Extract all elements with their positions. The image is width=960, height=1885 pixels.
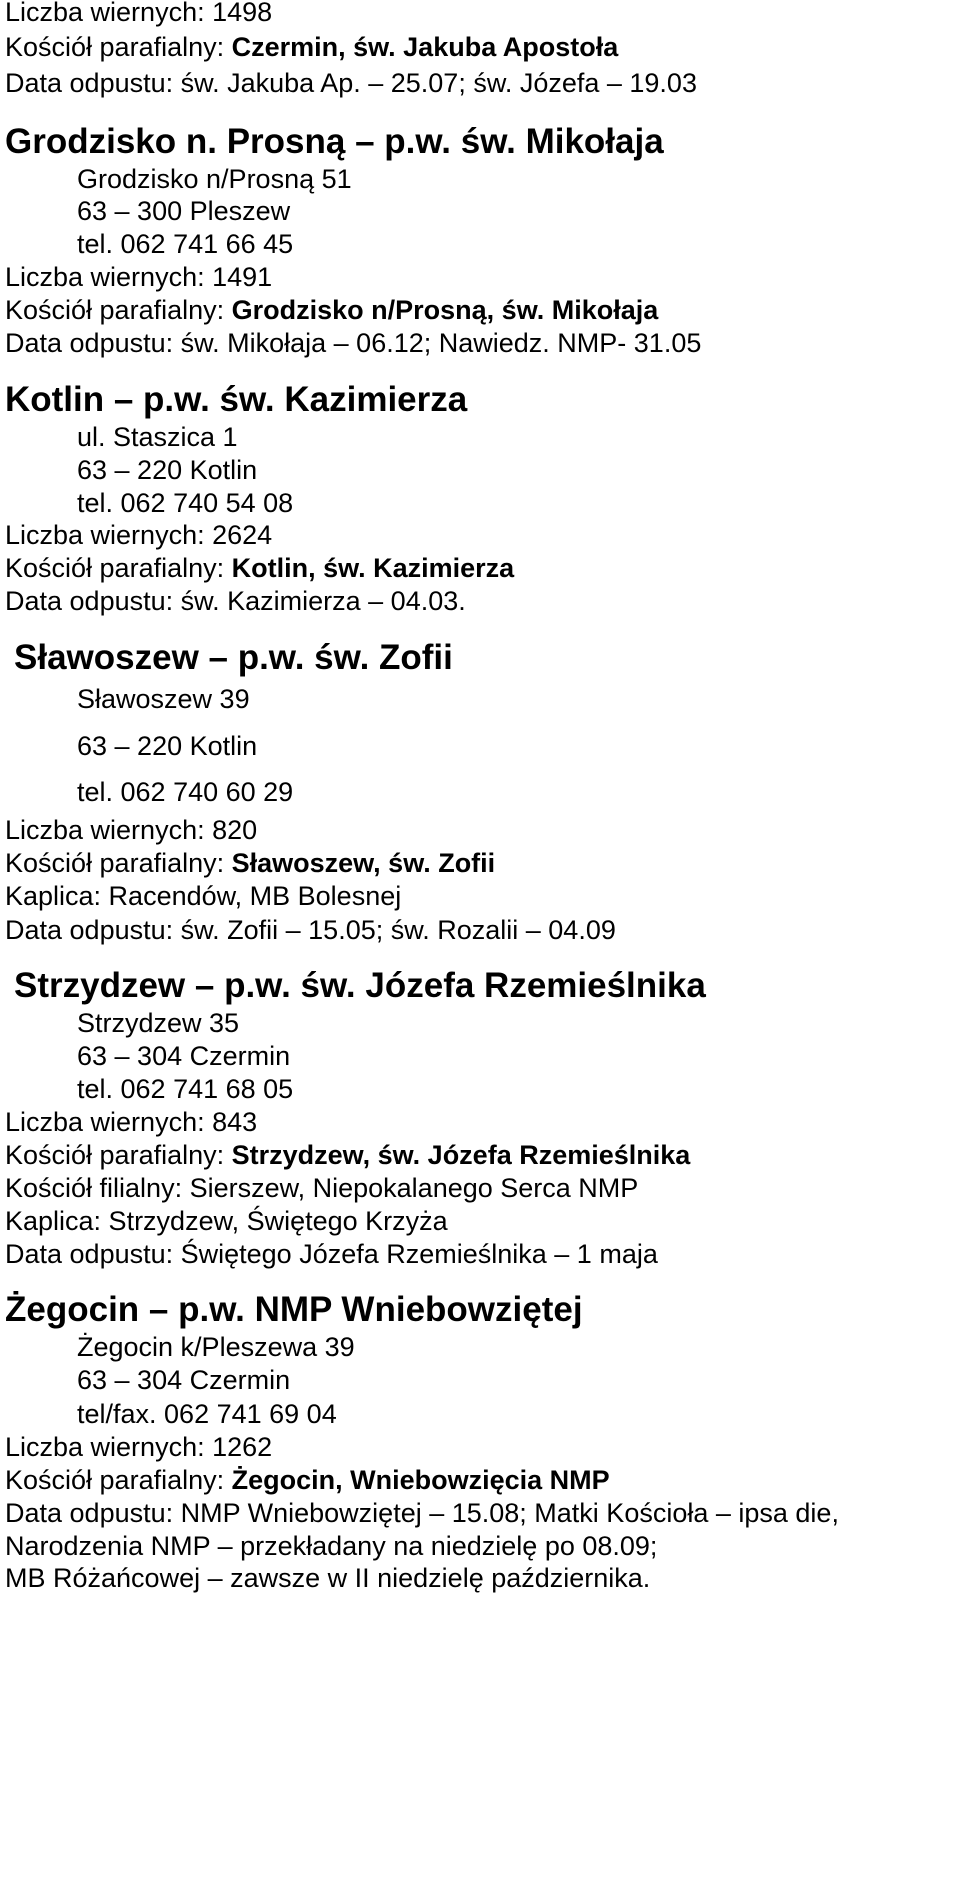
parish-church: Kościół parafialny: Żegocin, Wniebowzięcia NMP <box>5 1465 610 1495</box>
postal-code: 63 – 304 Czermin <box>77 1041 291 1071</box>
parish-church: Kościół parafialny: Czermin, św. Jakuba Apostoła <box>5 32 619 62</box>
parish-church: Kościół parafialny: Grodzisko n/Prosną, św. Mikołaja <box>5 295 659 325</box>
address-line: Grodzisko n/Prosną 51 <box>77 164 352 194</box>
parish-title-grodzisko: Grodzisko n. Prosną – p.w. św. Mikołaja <box>5 122 664 161</box>
postal-code: 63 – 304 Czermin <box>77 1365 291 1395</box>
parish-church: Kościół parafialny: Kotlin, św. Kazimierza <box>5 553 515 583</box>
parish-title-strzydzew: Strzydzew – p.w. św. Józefa Rzemieślnika <box>14 966 706 1005</box>
believers-count: Liczba wiernych: 820 <box>5 815 258 845</box>
feast-date-continued: Narodzenia NMP – przekładany na niedzielę po 08.09; <box>5 1531 658 1561</box>
believers-count: Liczba wiernych: 843 <box>5 1107 258 1137</box>
feast-date-continued: MB Różańcowej – zawsze w II niedzielę października. <box>5 1563 651 1593</box>
chapel: Kaplica: Strzydzew, Świętego Krzyża <box>5 1206 448 1236</box>
feast-date: Data odpustu: NMP Wniebowziętej – 15.08; Matki Kościoła – ipsa die, <box>5 1498 839 1528</box>
parish-title-zegocin: Żegocin – p.w. NMP Wniebowziętej <box>5 1290 583 1329</box>
feast-date: Data odpustu: św. Jakuba Ap. – 25.07; św. Józefa – 19.03 <box>5 68 697 98</box>
feast-date: Data odpustu: św. Mikołaja – 06.12; Nawiedz. NMP- 31.05 <box>5 328 702 358</box>
filial-church: Kościół filialny: Sierszew, Niepokalanego Serca NMP <box>5 1173 639 1203</box>
phone-number: tel. 062 740 60 29 <box>77 777 294 807</box>
phone-number: tel. 062 741 68 05 <box>77 1074 294 1104</box>
postal-code: 63 – 220 Kotlin <box>77 455 258 485</box>
believers-count: Liczba wiernych: 2624 <box>5 520 273 550</box>
believers-count: Liczba wiernych: 1498 <box>5 0 273 27</box>
postal-code: 63 – 220 Kotlin <box>77 731 258 761</box>
feast-date: Data odpustu: św. Zofii – 15.05; św. Rozalii – 04.09 <box>5 915 616 945</box>
postal-code: 63 – 300 Pleszew <box>77 196 291 226</box>
feast-date: Data odpustu: Świętego Józefa Rzemieślnika – 1 maja <box>5 1239 658 1269</box>
phone-number: tel. 062 741 66 45 <box>77 229 294 259</box>
address-line: Żegocin k/Pleszewa 39 <box>77 1332 355 1362</box>
believers-count: Liczba wiernych: 1491 <box>5 262 273 292</box>
phone-number: tel. 062 740 54 08 <box>77 488 294 518</box>
address-line: Sławoszew 39 <box>77 684 250 714</box>
parish-church: Kościół parafialny: Sławoszew, św. Zofii <box>5 848 496 878</box>
chapel: Kaplica: Racendów, MB Bolesnej <box>5 881 402 911</box>
parish-church: Kościół parafialny: Strzydzew, św. Józefa Rzemieślnika <box>5 1140 691 1170</box>
believers-count: Liczba wiernych: 1262 <box>5 1432 273 1462</box>
feast-date: Data odpustu: św. Kazimierza – 04.03. <box>5 586 466 616</box>
address-line: ul. Staszica 1 <box>77 422 238 452</box>
address-line: Strzydzew 35 <box>77 1008 240 1038</box>
parish-title-kotlin: Kotlin – p.w. św. Kazimierza <box>5 380 468 419</box>
phone-number: tel/fax. 062 741 69 04 <box>77 1399 337 1429</box>
parish-title-slawoszew: Sławoszew – p.w. św. Zofii <box>14 638 453 677</box>
